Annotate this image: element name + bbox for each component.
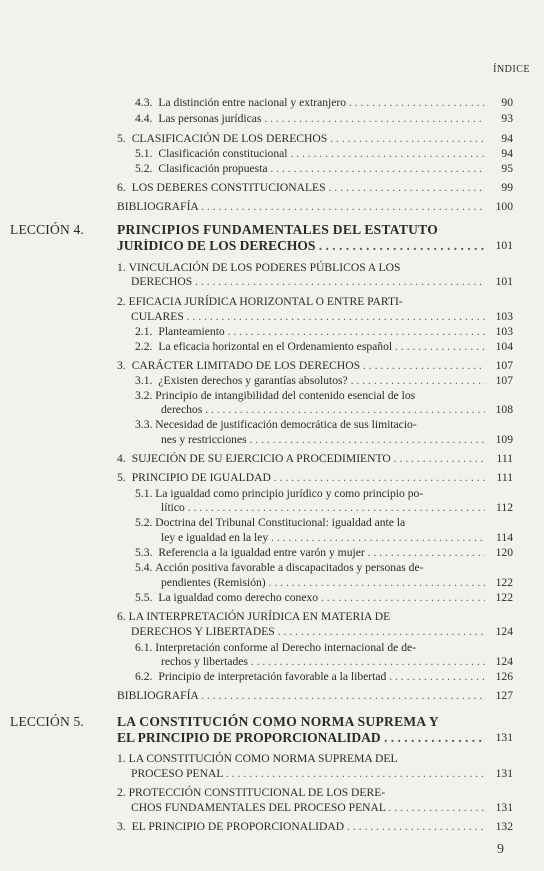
toc-entry[interactable]: 4. SUJECIÓN DE SU EJERCICIO A PROCEDIMIENTO . . . 111 — [117, 452, 513, 465]
toc-entry[interactable]: 5.3. Referencia a la igualdad entre varón y mujer . . . 120 — [135, 546, 513, 559]
toc-entry-cont[interactable]: nes y restricciones . . . 109 — [161, 433, 513, 446]
toc-entry[interactable]: 2. PROTECCIÓN CONSTITUCIONAL DE LOS DERE- — [117, 786, 386, 799]
toc-entry-cont[interactable]: pendientes (Remisión) . . . 122 — [161, 576, 513, 589]
toc-entry[interactable]: 3.1. ¿Existen derechos y garantías absolutos? . . . 107 — [135, 374, 513, 387]
toc-entry[interactable]: 1. VINCULACIÓN DE LOS PODERES PÚBLICOS A LOS — [117, 261, 401, 274]
toc-entry[interactable]: 2. EFICACIA JURÍDICA HORIZONTAL O ENTRE PARTI- — [117, 295, 403, 308]
toc-entry[interactable]: 4.3. La distinción entre nacional y extranjero . . . 90 — [135, 96, 513, 109]
toc-entry[interactable]: 6.2. Principio de interpretación favorable a la libertad . . . 126 — [135, 670, 513, 683]
lesson-5-label: LECCIÓN 5. — [10, 714, 84, 729]
page-number: 9 — [497, 842, 504, 857]
toc-entry[interactable]: 3.3. Necesidad de justificación democrática de sus limitacio- — [135, 418, 417, 431]
toc-entry[interactable]: 5.1. Clasificación constitucional . . . 94 — [135, 147, 513, 160]
toc-entry-cont[interactable]: CULARES . . . 103 — [131, 310, 513, 323]
lesson-4-title[interactable]: PRINCIPIOS FUNDAMENTALES DEL ESTATUTO — [117, 222, 439, 237]
toc-entry[interactable]: 2.2. La eficacia horizontal en el Ordenamiento español . . . 104 — [135, 340, 513, 353]
toc-entry[interactable]: 3.2. Principio de intangibilidad del contenido esencial de los — [135, 389, 416, 402]
toc-entry[interactable]: 5.2. Doctrina del Tribunal Constitucional: igualdad ante la — [135, 516, 406, 529]
toc-entry-cont[interactable]: CHOS FUNDAMENTALES DEL PROCESO PENAL . . . 131 — [131, 801, 513, 814]
toc-entry-bibliography[interactable]: BIBLIOGRAFÍA . . . 100 — [117, 200, 513, 213]
lesson-4-label: LECCIÓN 4. — [10, 222, 84, 237]
toc-entry[interactable]: 5.4. Acción positiva favorable a discapacitados y personas de- — [135, 561, 424, 574]
toc-entry[interactable]: 6. LOS DEBERES CONSTITUCIONALES . . . 99 — [117, 181, 513, 194]
toc-entry[interactable]: 5.5. La igualdad como derecho conexo . . . 122 — [135, 591, 513, 604]
toc-entry-cont[interactable]: ley e igualdad en la ley . . . 114 — [161, 531, 513, 544]
toc-entry-cont[interactable]: DERECHOS Y LIBERTADES . . . 124 — [131, 625, 513, 638]
toc-entry-cont[interactable]: rechos y libertades . . . 124 — [161, 655, 513, 668]
toc-entry[interactable]: 3. CARÁCTER LIMITADO DE LOS DERECHOS . . . 107 — [117, 359, 513, 372]
toc-entry[interactable]: 1. LA CONSTITUCIÓN COMO NORMA SUPREMA DEL — [117, 752, 398, 765]
toc-entry[interactable]: 5. PRINCIPIO DE IGUALDAD . . . 111 — [117, 471, 513, 484]
lesson-5-title[interactable]: LA CONSTITUCIÓN COMO NORMA SUPREMA Y — [117, 714, 439, 729]
toc-entry[interactable]: 6.1. Interpretación conforme al Derecho internacional de de- — [135, 641, 417, 654]
toc-entry[interactable]: 2.1. Planteamiento . . . 103 — [135, 325, 513, 338]
toc-entry-cont[interactable]: lítico . . . 112 — [161, 501, 513, 514]
toc-entry-bibliography[interactable]: BIBLIOGRAFÍA . . . 127 — [117, 689, 513, 702]
toc-entry[interactable]: 5.2. Clasificación propuesta . . . 95 — [135, 162, 513, 175]
toc-entry[interactable]: 5. CLASIFICACIÓN DE LOS DERECHOS . . . 94 — [117, 132, 513, 145]
toc-entry-cont[interactable]: PROCESO PENAL . . . 131 — [131, 767, 513, 780]
running-head: ÍNDICE — [493, 64, 530, 75]
lesson-5-title-cont[interactable]: EL PRINCIPIO DE PROPORCIONALIDAD . . . 131 — [117, 731, 513, 744]
toc-entry[interactable]: 5.1. La igualdad como principio jurídico y como principio po- — [135, 487, 424, 500]
toc-entry[interactable]: 6. LA INTERPRETACIÓN JURÍDICA EN MATERIA DE — [117, 610, 391, 623]
toc-entry[interactable]: 3. EL PRINCIPIO DE PROPORCIONALIDAD . . . 132 — [117, 820, 513, 833]
lesson-4-title-cont[interactable]: JURÍDICO DE LOS DERECHOS . . . 101 — [117, 239, 513, 252]
toc-entry-cont[interactable]: DERECHOS . . . 101 — [131, 275, 513, 288]
toc-entry-cont[interactable]: derechos . . . 108 — [161, 403, 513, 416]
toc-entry[interactable]: 4.4. Las personas jurídicas . . . 93 — [135, 112, 513, 125]
